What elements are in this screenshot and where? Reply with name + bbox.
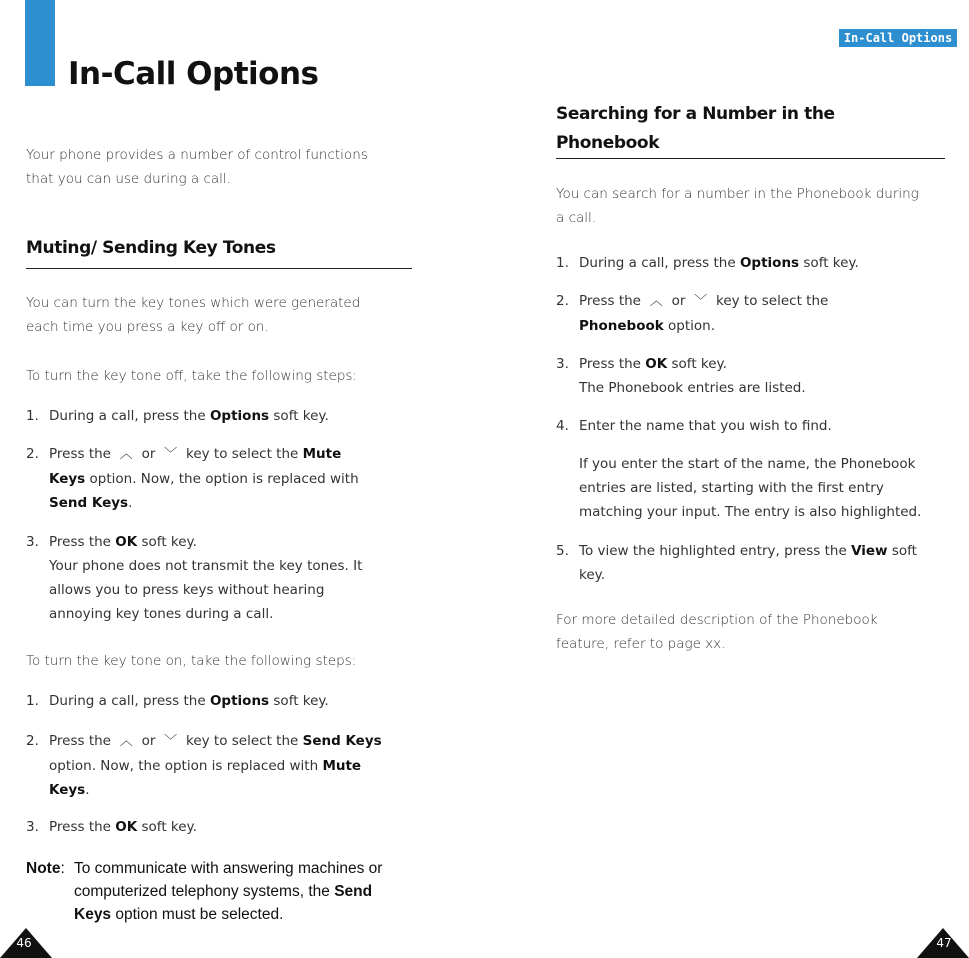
heading-rule — [26, 268, 412, 269]
on-step-3: 3. Press the OK soft key. — [26, 819, 197, 835]
title-accent-bar — [25, 0, 55, 86]
note-block: Note: To communicate with answering machines or computerized telephony systems, the Send Keys option must be selected. — [26, 860, 383, 923]
scroll-up-icon: ︿ — [119, 447, 133, 462]
off-step-2: 2. Press the ︿ or ﹀ key to select the Mute Keys option. Now, the option is replaced with Send Keys. — [26, 442, 416, 514]
search-step-5: 5. To view the highlighted entry, press the View soft key. — [556, 543, 917, 583]
on-step-1: 1. During a call, press the Options soft key. — [26, 693, 329, 709]
phonebook-reference: For more detailed description of the Phonebook feature, refer to page xx. — [556, 612, 878, 652]
search-step-1: 1. During a call, press the Options soft key. — [556, 255, 859, 271]
scroll-up-icon: ︿ — [119, 734, 133, 749]
on-intro: To turn the key tone on, take the following steps: — [26, 653, 357, 669]
scroll-up-icon: ︿ — [649, 294, 663, 309]
off-intro: To turn the key tone off, take the following steps: — [26, 368, 357, 384]
heading-muting: Muting/ Sending Key Tones — [26, 238, 276, 258]
search-step-2: 2. Press the ︿ or ﹀ key to select the Phonebook option. — [556, 289, 951, 337]
page-title: In-Call Options — [68, 56, 319, 92]
on-step-2: 2. Press the ︿ or ﹀ key to select the Send Keys option. Now, the option is replaced with Mute Keys. — [26, 729, 421, 801]
muting-description: You can turn the key tones which were generated each time you press a key off or on. — [26, 295, 361, 335]
page-number-left: 46 — [16, 936, 32, 950]
search-step-4: 4. Enter the name that you wish to find. If you enter the start of the name, the Phonebook entries are listed, starting with the first entry matching your input. The entry is also highlighted. — [556, 418, 922, 520]
off-step-1: 1. During a call, press the Options soft key. — [26, 408, 329, 424]
page-number-right: 47 — [936, 936, 952, 950]
search-step-3: 3. Press the OK soft key. The Phonebook entries are listed. — [556, 356, 806, 396]
scroll-down-icon: ﹀ — [164, 447, 178, 462]
section-tag: In-Call Options — [839, 29, 957, 47]
off-step-3: 3. Press the OK soft key. Your phone does not transmit the key tones. It allows you to press keys without hearing annoying key tones during a call. — [26, 534, 363, 622]
heading-searching: Searching for a Number in the Phonebook — [556, 104, 835, 153]
scroll-down-icon: ﹀ — [694, 294, 708, 309]
heading-rule-right — [556, 158, 945, 159]
intro-text: Your phone provides a number of control functions that you can use during a call. — [26, 147, 368, 187]
search-description: You can search for a number in the Phonebook during a call. — [556, 186, 919, 226]
scroll-down-icon: ﹀ — [164, 734, 178, 749]
